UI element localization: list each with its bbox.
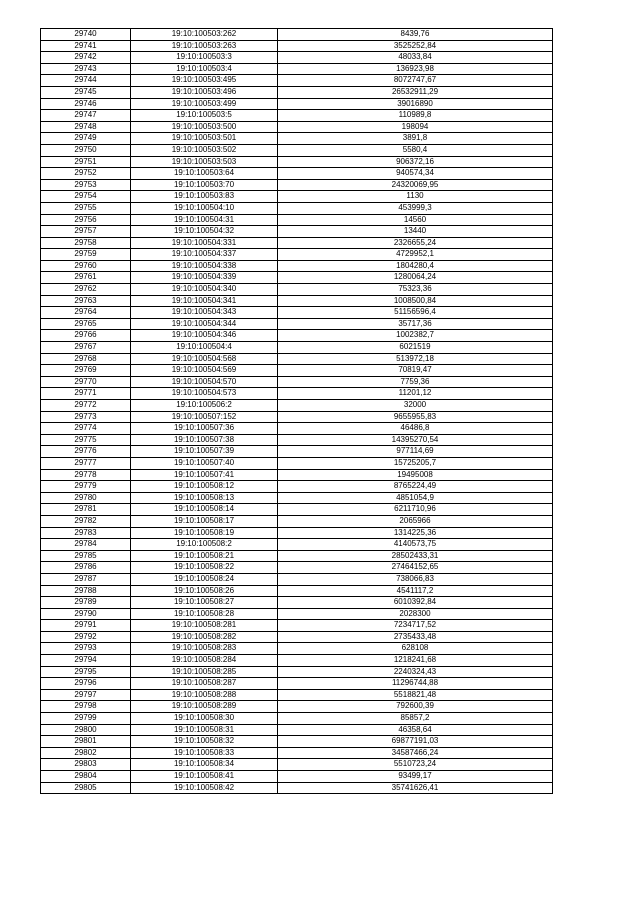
row-number-cell: 29745 xyxy=(41,86,131,98)
table-row xyxy=(41,133,553,145)
row-number-cell: 29764 xyxy=(41,307,131,319)
cadastral-number-cell: 19:10:100508:287 xyxy=(131,678,278,690)
table-row xyxy=(41,110,553,122)
row-number-cell: 29777 xyxy=(41,457,131,469)
cadastral-number-cell: 19:10:100504:568 xyxy=(131,353,278,365)
cadastral-number-cell: 19:10:100503:496 xyxy=(131,86,278,98)
table-row xyxy=(41,655,553,667)
row-number-cell: 29804 xyxy=(41,771,131,783)
row-number-cell: 29756 xyxy=(41,214,131,226)
cadastral-number-cell: 19:10:100504:338 xyxy=(131,260,278,272)
cadastral-number-cell: 19:10:100507:36 xyxy=(131,423,278,435)
value-cell: 7234717,52 xyxy=(278,620,553,632)
value-cell: 5580,4 xyxy=(278,144,553,156)
value-cell: 15725205,7 xyxy=(278,457,553,469)
cadastral-number-cell: 19:10:100508:14 xyxy=(131,504,278,516)
value-cell: 14560 xyxy=(278,214,553,226)
cadastral-number-cell: 19:10:100508:33 xyxy=(131,747,278,759)
value-cell: 85857,2 xyxy=(278,713,553,725)
table-row xyxy=(41,98,553,110)
value-cell: 2065966 xyxy=(278,515,553,527)
row-number-cell: 29758 xyxy=(41,237,131,249)
row-number-cell: 29754 xyxy=(41,191,131,203)
cadastral-number-cell: 19:10:100503:3 xyxy=(131,52,278,64)
row-number-cell: 29790 xyxy=(41,608,131,620)
row-number-cell: 29747 xyxy=(41,110,131,122)
table-row xyxy=(41,631,553,643)
cadastral-number-cell: 19:10:100503:501 xyxy=(131,133,278,145)
table-row xyxy=(41,156,553,168)
cadastral-number-cell: 19:10:100507:38 xyxy=(131,434,278,446)
table-row xyxy=(41,202,553,214)
value-cell: 24320069,95 xyxy=(278,179,553,191)
cadastral-number-cell: 19:10:100508:281 xyxy=(131,620,278,632)
value-cell: 628108 xyxy=(278,643,553,655)
row-number-cell: 29798 xyxy=(41,701,131,713)
value-cell: 136923,98 xyxy=(278,63,553,75)
row-number-cell: 29742 xyxy=(41,52,131,64)
row-number-cell: 29741 xyxy=(41,40,131,52)
table-row xyxy=(41,121,553,133)
row-number-cell: 29751 xyxy=(41,156,131,168)
value-cell: 70819,47 xyxy=(278,365,553,377)
table-row xyxy=(41,678,553,690)
row-number-cell: 29763 xyxy=(41,295,131,307)
row-number-cell: 29776 xyxy=(41,446,131,458)
value-cell: 9655955,83 xyxy=(278,411,553,423)
cadastral-number-cell: 19:10:100507:41 xyxy=(131,469,278,481)
table-row xyxy=(41,423,553,435)
cadastral-number-cell: 19:10:100506:2 xyxy=(131,400,278,412)
value-cell: 6010392,84 xyxy=(278,597,553,609)
table-row xyxy=(41,771,553,783)
cadastral-number-cell: 19:10:100504:4 xyxy=(131,342,278,354)
value-cell: 32000 xyxy=(278,400,553,412)
table-row xyxy=(41,330,553,342)
value-cell: 5518821,48 xyxy=(278,689,553,701)
row-number-cell: 29769 xyxy=(41,365,131,377)
table-row xyxy=(41,597,553,609)
row-number-cell: 29770 xyxy=(41,376,131,388)
value-cell: 1280064,24 xyxy=(278,272,553,284)
table-row xyxy=(41,365,553,377)
value-cell: 738066,83 xyxy=(278,573,553,585)
value-cell: 198094 xyxy=(278,121,553,133)
cadastral-number-cell: 19:10:100508:24 xyxy=(131,573,278,585)
table-row xyxy=(41,40,553,52)
table-row xyxy=(41,620,553,632)
table-row xyxy=(41,260,553,272)
value-cell: 5510723,24 xyxy=(278,759,553,771)
table-row xyxy=(41,782,553,794)
table-row xyxy=(41,515,553,527)
table-row xyxy=(41,713,553,725)
table-row xyxy=(41,342,553,354)
row-number-cell: 29784 xyxy=(41,539,131,551)
row-number-cell: 29752 xyxy=(41,168,131,180)
value-cell: 11201,12 xyxy=(278,388,553,400)
row-number-cell: 29760 xyxy=(41,260,131,272)
value-cell: 46358,64 xyxy=(278,724,553,736)
table-row xyxy=(41,539,553,551)
cadastral-number-cell: 19:10:100504:331 xyxy=(131,237,278,249)
cadastral-number-cell: 19:10:100503:500 xyxy=(131,121,278,133)
table-row xyxy=(41,608,553,620)
cadastral-number-cell: 19:10:100504:32 xyxy=(131,226,278,238)
cadastral-number-cell: 19:10:100508:2 xyxy=(131,539,278,551)
row-number-cell: 29767 xyxy=(41,342,131,354)
value-cell: 1002382,7 xyxy=(278,330,553,342)
value-cell: 6021519 xyxy=(278,342,553,354)
row-number-cell: 29801 xyxy=(41,736,131,748)
row-number-cell: 29750 xyxy=(41,144,131,156)
cadastral-number-cell: 19:10:100504:10 xyxy=(131,202,278,214)
value-cell: 8765224,49 xyxy=(278,481,553,493)
row-number-cell: 29802 xyxy=(41,747,131,759)
table-row xyxy=(41,492,553,504)
cadastral-number-cell: 19:10:100508:34 xyxy=(131,759,278,771)
value-cell: 4729952,1 xyxy=(278,249,553,261)
value-cell: 75323,36 xyxy=(278,284,553,296)
cadastral-number-cell: 19:10:100508:19 xyxy=(131,527,278,539)
cadastral-number-cell: 19:10:100504:339 xyxy=(131,272,278,284)
cadastral-number-cell: 19:10:100504:570 xyxy=(131,376,278,388)
row-number-cell: 29774 xyxy=(41,423,131,435)
value-cell: 3525252,84 xyxy=(278,40,553,52)
table-row xyxy=(41,168,553,180)
value-cell: 977114,69 xyxy=(278,446,553,458)
value-cell: 51156596,4 xyxy=(278,307,553,319)
cadastral-number-cell: 19:10:100507:40 xyxy=(131,457,278,469)
row-number-cell: 29771 xyxy=(41,388,131,400)
table-row xyxy=(41,144,553,156)
row-number-cell: 29757 xyxy=(41,226,131,238)
cadastral-number-cell: 19:10:100508:32 xyxy=(131,736,278,748)
value-cell: 792600,39 xyxy=(278,701,553,713)
row-number-cell: 29780 xyxy=(41,492,131,504)
table-row xyxy=(41,376,553,388)
row-number-cell: 29786 xyxy=(41,562,131,574)
table-row xyxy=(41,353,553,365)
cadastral-number-cell: 19:10:100503:263 xyxy=(131,40,278,52)
cadastral-number-cell: 19:10:100504:343 xyxy=(131,307,278,319)
table-row xyxy=(41,284,553,296)
row-number-cell: 29753 xyxy=(41,179,131,191)
cadastral-number-cell: 19:10:100508:12 xyxy=(131,481,278,493)
row-number-cell: 29785 xyxy=(41,550,131,562)
table-row xyxy=(41,318,553,330)
row-number-cell: 29782 xyxy=(41,515,131,527)
value-cell: 110989,8 xyxy=(278,110,553,122)
value-cell: 1218241,68 xyxy=(278,655,553,667)
cadastral-number-cell: 19:10:100508:283 xyxy=(131,643,278,655)
row-number-cell: 29775 xyxy=(41,434,131,446)
cadastral-number-cell: 19:10:100507:152 xyxy=(131,411,278,423)
table-row xyxy=(41,434,553,446)
table-row xyxy=(41,86,553,98)
table-row xyxy=(41,666,553,678)
table-row xyxy=(41,550,553,562)
cadastral-number-cell: 19:10:100503:499 xyxy=(131,98,278,110)
value-cell: 2028300 xyxy=(278,608,553,620)
value-cell: 2326655,24 xyxy=(278,237,553,249)
table-row xyxy=(41,307,553,319)
value-cell: 8439,76 xyxy=(278,29,553,41)
table-row xyxy=(41,411,553,423)
value-cell: 2735433,48 xyxy=(278,631,553,643)
table-row xyxy=(41,388,553,400)
row-number-cell: 29772 xyxy=(41,400,131,412)
table-row xyxy=(41,562,553,574)
row-number-cell: 29748 xyxy=(41,121,131,133)
table-row xyxy=(41,573,553,585)
row-number-cell: 29783 xyxy=(41,527,131,539)
cadastral-number-cell: 19:10:100503:64 xyxy=(131,168,278,180)
value-cell: 453999,3 xyxy=(278,202,553,214)
value-cell: 46486,8 xyxy=(278,423,553,435)
cadastral-number-cell: 19:10:100503:262 xyxy=(131,29,278,41)
value-cell: 35717,36 xyxy=(278,318,553,330)
value-cell: 1314225,36 xyxy=(278,527,553,539)
cadastral-number-cell: 19:10:100508:21 xyxy=(131,550,278,562)
value-cell: 2240324,43 xyxy=(278,666,553,678)
table-row xyxy=(41,747,553,759)
row-number-cell: 29796 xyxy=(41,678,131,690)
table-row xyxy=(41,63,553,75)
value-cell: 4140573,75 xyxy=(278,539,553,551)
cadastral-number-cell: 19:10:100503:4 xyxy=(131,63,278,75)
table-row xyxy=(41,643,553,655)
row-number-cell: 29797 xyxy=(41,689,131,701)
value-cell: 35741626,41 xyxy=(278,782,553,794)
cadastral-number-cell: 19:10:100508:28 xyxy=(131,608,278,620)
row-number-cell: 29740 xyxy=(41,29,131,41)
row-number-cell: 29761 xyxy=(41,272,131,284)
cadastral-number-cell: 19:10:100503:70 xyxy=(131,179,278,191)
value-cell: 4541117,2 xyxy=(278,585,553,597)
value-cell: 27464152,65 xyxy=(278,562,553,574)
table-row xyxy=(41,237,553,249)
cadastral-number-cell: 19:10:100508:284 xyxy=(131,655,278,667)
row-number-cell: 29800 xyxy=(41,724,131,736)
cadastral-number-cell: 19:10:100508:288 xyxy=(131,689,278,701)
row-number-cell: 29766 xyxy=(41,330,131,342)
row-number-cell: 29787 xyxy=(41,573,131,585)
cadastral-number-cell: 19:10:100508:27 xyxy=(131,597,278,609)
value-cell: 940574,34 xyxy=(278,168,553,180)
table-row xyxy=(41,701,553,713)
table-row xyxy=(41,179,553,191)
cadastral-number-cell: 19:10:100508:30 xyxy=(131,713,278,725)
table-row xyxy=(41,585,553,597)
value-cell: 28502433,31 xyxy=(278,550,553,562)
table-row xyxy=(41,249,553,261)
cadastral-number-cell: 19:10:100508:31 xyxy=(131,724,278,736)
cadastral-number-cell: 19:10:100508:282 xyxy=(131,631,278,643)
value-cell: 14395270,54 xyxy=(278,434,553,446)
cadastral-number-cell: 19:10:100503:502 xyxy=(131,144,278,156)
cadastral-number-cell: 19:10:100508:289 xyxy=(131,701,278,713)
value-cell: 7759,36 xyxy=(278,376,553,388)
row-number-cell: 29759 xyxy=(41,249,131,261)
table-row xyxy=(41,214,553,226)
table-row xyxy=(41,400,553,412)
table-row xyxy=(41,504,553,516)
row-number-cell: 29762 xyxy=(41,284,131,296)
table-row xyxy=(41,759,553,771)
value-cell: 39016890 xyxy=(278,98,553,110)
row-number-cell: 29805 xyxy=(41,782,131,794)
cadastral-number-cell: 19:10:100508:41 xyxy=(131,771,278,783)
cadastral-number-cell: 19:10:100504:573 xyxy=(131,388,278,400)
value-cell: 8072747,67 xyxy=(278,75,553,87)
value-cell: 26532911,29 xyxy=(278,86,553,98)
row-number-cell: 29793 xyxy=(41,643,131,655)
table-row xyxy=(41,689,553,701)
value-cell: 6211710,96 xyxy=(278,504,553,516)
row-number-cell: 29744 xyxy=(41,75,131,87)
cadastral-number-cell: 19:10:100503:503 xyxy=(131,156,278,168)
cadastral-number-cell: 19:10:100504:569 xyxy=(131,365,278,377)
cadastral-number-cell: 19:10:100508:26 xyxy=(131,585,278,597)
value-cell: 69877191,03 xyxy=(278,736,553,748)
cadastral-number-cell: 19:10:100504:346 xyxy=(131,330,278,342)
row-number-cell: 29765 xyxy=(41,318,131,330)
table-row xyxy=(41,52,553,64)
value-cell: 906372,16 xyxy=(278,156,553,168)
cadastral-number-cell: 19:10:100504:344 xyxy=(131,318,278,330)
row-number-cell: 29778 xyxy=(41,469,131,481)
row-number-cell: 29749 xyxy=(41,133,131,145)
value-cell: 3891,8 xyxy=(278,133,553,145)
value-cell: 11296744,88 xyxy=(278,678,553,690)
table-row xyxy=(41,191,553,203)
row-number-cell: 29803 xyxy=(41,759,131,771)
cadastral-number-cell: 19:10:100508:285 xyxy=(131,666,278,678)
table-row xyxy=(41,446,553,458)
value-cell: 4851054,9 xyxy=(278,492,553,504)
cadastral-number-cell: 19:10:100504:31 xyxy=(131,214,278,226)
value-cell: 1008500,84 xyxy=(278,295,553,307)
value-cell: 34587466,24 xyxy=(278,747,553,759)
table-row xyxy=(41,469,553,481)
row-number-cell: 29789 xyxy=(41,597,131,609)
row-number-cell: 29755 xyxy=(41,202,131,214)
cadastral-number-cell: 19:10:100508:22 xyxy=(131,562,278,574)
value-cell: 1804280,4 xyxy=(278,260,553,272)
data-table xyxy=(40,28,553,794)
table-row xyxy=(41,295,553,307)
table-row xyxy=(41,75,553,87)
table-row xyxy=(41,29,553,41)
cadastral-number-cell: 19:10:100503:495 xyxy=(131,75,278,87)
table-row xyxy=(41,736,553,748)
table-body xyxy=(41,29,553,794)
row-number-cell: 29779 xyxy=(41,481,131,493)
row-number-cell: 29746 xyxy=(41,98,131,110)
value-cell: 19495008 xyxy=(278,469,553,481)
cadastral-number-cell: 19:10:100508:13 xyxy=(131,492,278,504)
value-cell: 48033,84 xyxy=(278,52,553,64)
row-number-cell: 29795 xyxy=(41,666,131,678)
value-cell: 1130 xyxy=(278,191,553,203)
cadastral-number-cell: 19:10:100503:83 xyxy=(131,191,278,203)
table-row xyxy=(41,457,553,469)
value-cell: 93499,17 xyxy=(278,771,553,783)
row-number-cell: 29781 xyxy=(41,504,131,516)
cadastral-number-cell: 19:10:100507:39 xyxy=(131,446,278,458)
value-cell: 513972,18 xyxy=(278,353,553,365)
row-number-cell: 29794 xyxy=(41,655,131,667)
row-number-cell: 29768 xyxy=(41,353,131,365)
table-row xyxy=(41,226,553,238)
cadastral-number-cell: 19:10:100508:17 xyxy=(131,515,278,527)
cadastral-number-cell: 19:10:100508:42 xyxy=(131,782,278,794)
row-number-cell: 29792 xyxy=(41,631,131,643)
table-row xyxy=(41,527,553,539)
row-number-cell: 29788 xyxy=(41,585,131,597)
cadastral-number-cell: 19:10:100503:5 xyxy=(131,110,278,122)
cadastral-number-cell: 19:10:100504:340 xyxy=(131,284,278,296)
cadastral-number-cell: 19:10:100504:341 xyxy=(131,295,278,307)
table-row xyxy=(41,481,553,493)
value-cell: 13440 xyxy=(278,226,553,238)
table-row xyxy=(41,724,553,736)
table-row xyxy=(41,272,553,284)
row-number-cell: 29743 xyxy=(41,63,131,75)
row-number-cell: 29791 xyxy=(41,620,131,632)
cadastral-number-cell: 19:10:100504:337 xyxy=(131,249,278,261)
row-number-cell: 29799 xyxy=(41,713,131,725)
row-number-cell: 29773 xyxy=(41,411,131,423)
